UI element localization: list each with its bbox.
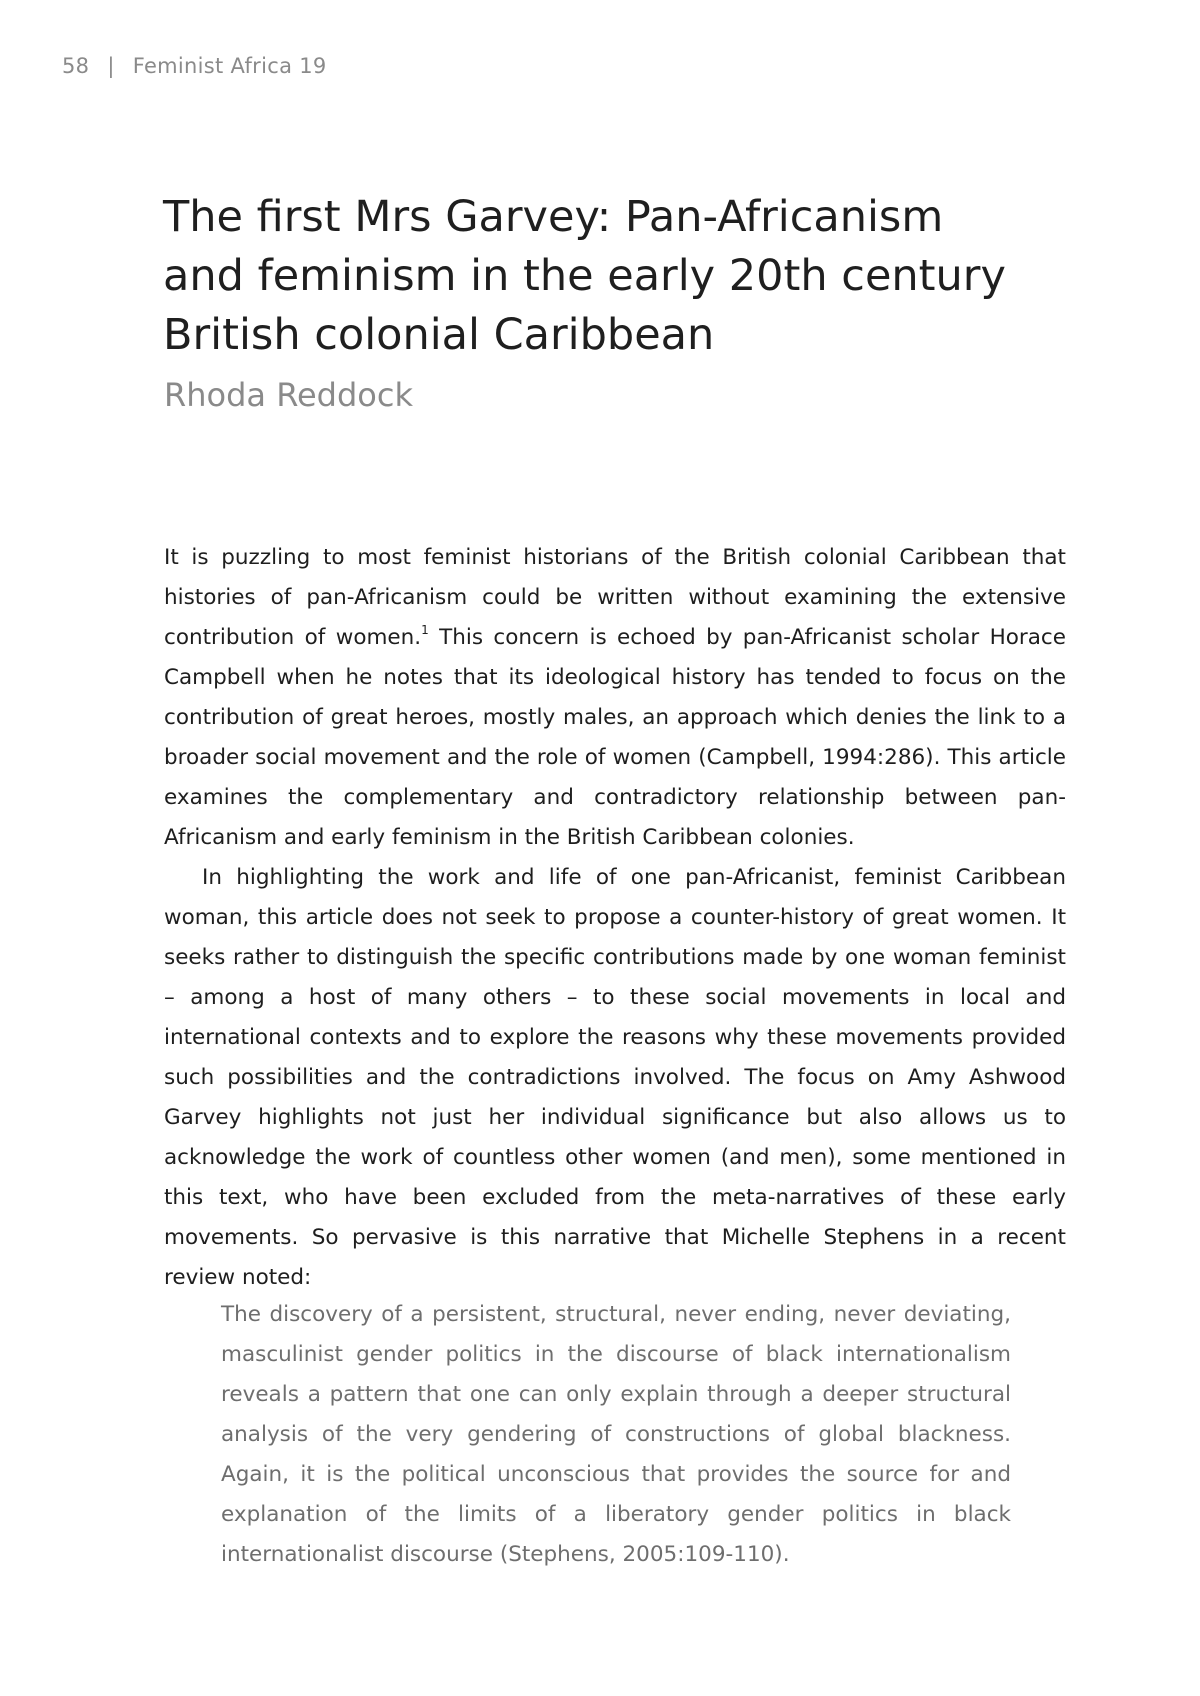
title-line: and feminism in the early 20th century <box>163 251 1006 301</box>
author-name: Rhoda Reddock <box>164 376 413 414</box>
paragraph-1-text-continued: This concern is echoed by pan-Africanist scholar Horace Campbell when he notes that its ideological history has tended to focus on the contribution of great heroes, mostly males, an approach which denies the link to a broader social movement and the role of women (Campbell, 1994:286). This article examines the complementary and contradictory relationship between pan-Africanism and early feminism in the British Caribbean colonies. <box>164 625 1066 850</box>
paragraph-2: In highlighting the work and life of one pan-Africanist, feminist Caribbean woman, this article does not seek to propose a counter-history of great women. It seeks rather to distinguish the specific contributions made by one woman feminist – among a host of many others – to these social movements in local and international contexts and to explore the reasons why these movements provided such possibilities and the contradictions involved. The focus on Amy Ashwood Garvey highlights not just her individual significance but also allows us to acknowledge the work of countless other women (and men), some mentioned in this text, who have been excluded from the meta-narratives of these early movements. So pervasive is this narrative that Michelle Stephens in a recent review noted: <box>164 865 1066 1290</box>
article-title <box>163 188 1063 365</box>
title-line: The first Mrs Garvey: Pan-Africanism <box>163 192 944 242</box>
article-body <box>164 538 1066 1298</box>
page-number: 58 <box>62 54 90 78</box>
block-quote: The discovery of a persistent, structural, never ending, never deviating, masculinist gender politics in the discourse of black internationalism reveals a pattern that one can only explain through a deeper structural analysis of the very gendering of constructions of global blackness. Again, it is the political unconscious that provides the source for and explanation of the limits of a liberatory gender politics in black internationalist discourse (Stephens, 2005:109-110). <box>221 1302 1011 1567</box>
journal-name: Feminist Africa 19 <box>132 54 327 78</box>
running-head <box>62 54 327 78</box>
footnote-marker[interactable]: 1 <box>421 623 429 637</box>
paragraph-1-text: It is puzzling to most feminist historians of the British colonial Caribbean that histories of pan-Africanism could be written without examining the extensive contribution of women. <box>164 545 1066 650</box>
title-line: British colonial Caribbean <box>163 310 715 360</box>
running-head-separator: | <box>107 54 115 78</box>
paragraph-1 <box>164 538 1066 858</box>
